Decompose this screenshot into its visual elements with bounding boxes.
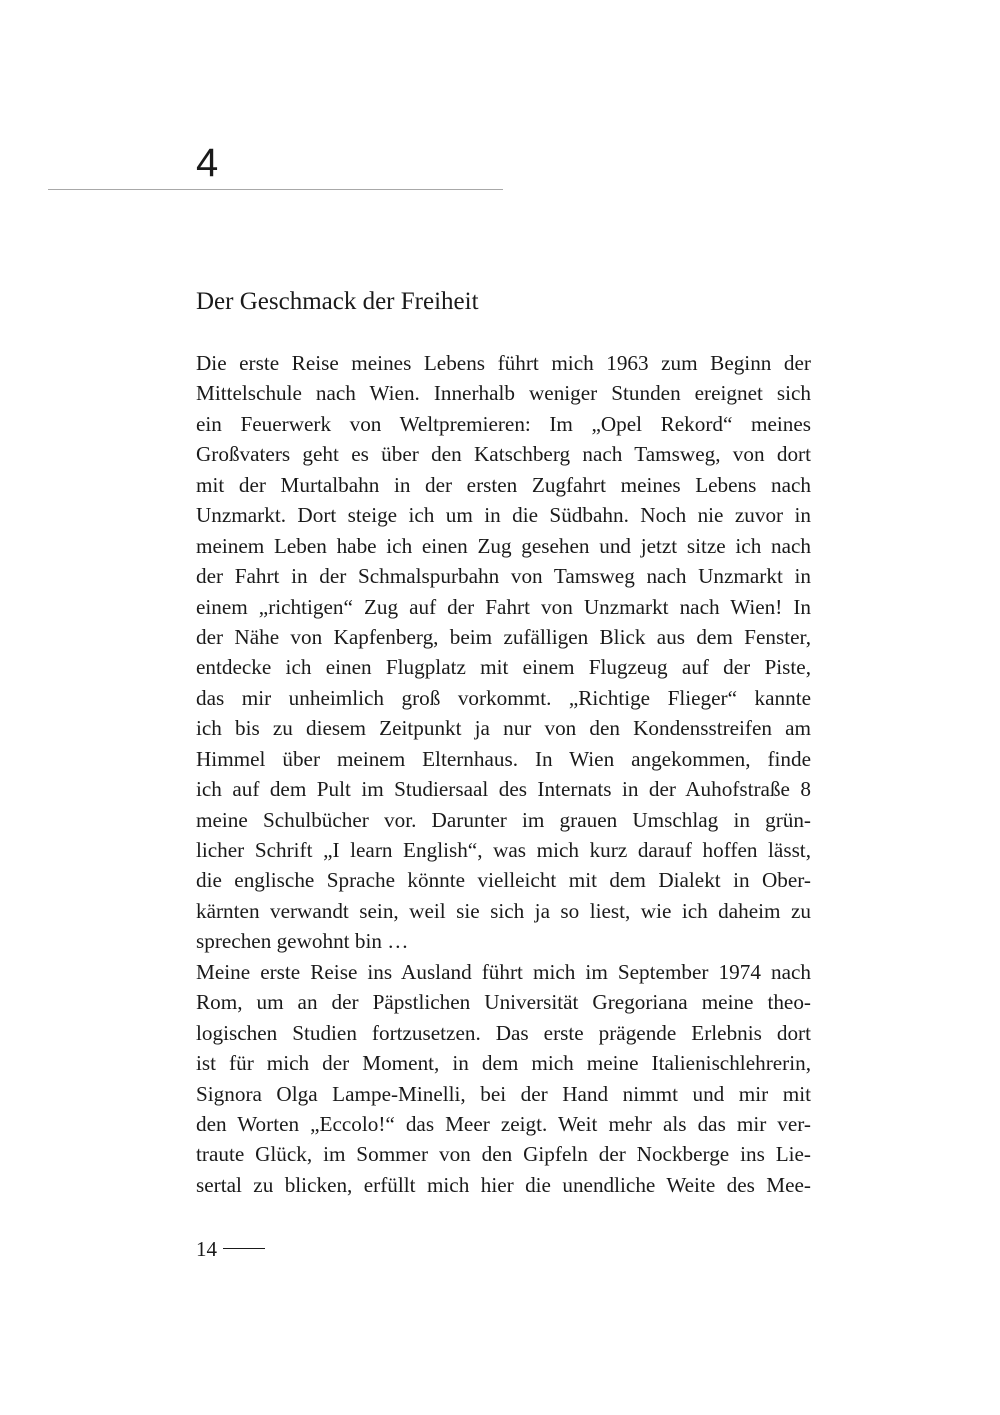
body-text xyxy=(196,348,811,1200)
text-line: ist für mich der Moment, in dem mich meine Italienischlehrerin, xyxy=(196,1051,811,1076)
text-line: das mir unheimlich groß vorkommt. „Richtige Flieger“ kannte xyxy=(196,685,811,710)
text-line: sertal zu blicken, erfüllt mich hier die unendliche Weite des Mee- xyxy=(196,1172,811,1197)
page-number: 14 xyxy=(196,1237,217,1261)
text-line: ich bis zu diesem Zeitpunkt ja nur von den Kondensstreifen am xyxy=(196,716,811,741)
text-line: mit der Murtalbahn in der ersten Zugfahrt meines Lebens nach xyxy=(196,472,811,497)
text-line: Himmel über meinem Elternhaus. In Wien angekommen, finde xyxy=(196,746,811,771)
text-line: meinem Leben habe ich einen Zug gesehen und jetzt sitze ich nach xyxy=(196,533,811,558)
text-line: Signora Olga Lampe-Minelli, bei der Hand nimmt und mir mit xyxy=(196,1081,811,1106)
text-line: Meine erste Reise ins Ausland führt mich im September 1974 nach xyxy=(196,959,811,984)
text-line: Die erste Reise meines Lebens führt mich 1963 zum Beginn der xyxy=(196,351,811,375)
text-line: ich auf dem Pult im Studiersaal des Internats in der Auhofstraße 8 xyxy=(196,777,811,802)
page-footer xyxy=(196,1234,265,1264)
text-line: Rom, um an der Päpstlichen Universität Gregoriana meine theo- xyxy=(196,990,811,1015)
text-line: einem „richtigen“ Zug auf der Fahrt von Unzmarkt nach Wien! In xyxy=(196,594,811,619)
text-line: die englische Sprache könnte vielleicht mit dem Dialekt in Ober- xyxy=(196,868,811,893)
chapter-title: Der Geschmack der Freiheit xyxy=(196,288,479,315)
text-line: der Nähe von Kapfenberg, beim zufälligen Blick aus dem Fenster, xyxy=(196,624,811,649)
text-line: Großvaters geht es über den Katschberg nach Tamsweg, von dort xyxy=(196,442,811,467)
text-line: entdecke ich einen Flugplatz mit einem Flugzeug auf der Piste, xyxy=(196,655,811,680)
text-line: Mittelschule nach Wien. Innerhalb weniger Stunden ereignet sich xyxy=(196,381,811,406)
text-line: sprechen gewohnt bin … xyxy=(196,929,409,954)
chapter-number: 4 xyxy=(196,141,219,185)
text-line: licher Schrift „I learn English“, was mich kurz darauf hoffen lässt, xyxy=(196,838,811,862)
footer-rule xyxy=(223,1248,265,1249)
text-line: den Worten „Eccolo!“ das Meer zeigt. Weit mehr als das mir ver- xyxy=(196,1111,811,1136)
text-line: meine Schulbücher vor. Darunter im grauen Umschlag in grün- xyxy=(196,807,811,832)
text-line: der Fahrt in der Schmalspurbahn von Tamsweg nach Unzmarkt in xyxy=(196,564,811,589)
text-line: Unzmarkt. Dort steige ich um in die Südbahn. Noch nie zuvor in xyxy=(196,503,811,528)
text-line: traute Glück, im Sommer von den Gipfeln der Nockberge ins Lie- xyxy=(196,1142,811,1167)
text-line: kärnten verwandt sein, weil sie sich ja so liest, wie ich daheim zu xyxy=(196,898,811,923)
text-line: ein Feuerwerk von Weltpremieren: Im „Opel Rekord“ meines xyxy=(196,411,811,436)
text-line: logischen Studien fortzusetzen. Das erste prägende Erlebnis dort xyxy=(196,1020,811,1045)
chapter-divider xyxy=(48,189,503,190)
